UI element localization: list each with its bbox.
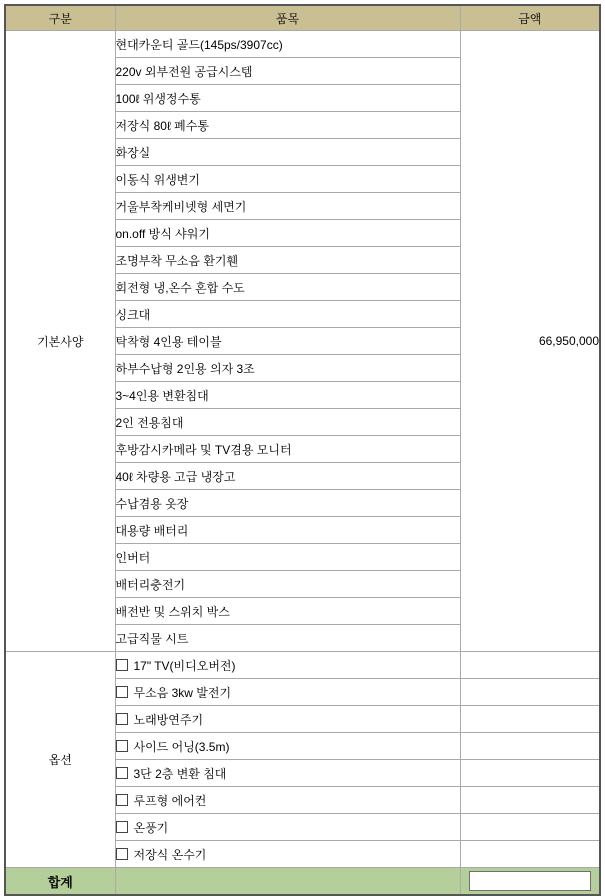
total-amount-input[interactable] <box>469 871 591 891</box>
table-header <box>5 5 600 31</box>
option-row <box>115 652 460 679</box>
section-label-option: 옵션 <box>5 652 115 868</box>
option-label: 루프형 에어컨 <box>133 793 207 808</box>
list-item: 100ℓ 위생정수통 <box>115 85 460 112</box>
option-label: 저장식 온수기 <box>133 847 207 862</box>
list-item: 고급직물 시트 <box>115 625 460 652</box>
total-amount-cell[interactable] <box>460 868 600 896</box>
checkbox-icon[interactable] <box>116 848 128 860</box>
checkbox-icon[interactable] <box>116 659 128 671</box>
header-gubun: 구분 <box>5 5 115 31</box>
table-row <box>5 652 600 679</box>
option-amount-cell[interactable] <box>460 841 600 868</box>
option-row <box>115 760 460 787</box>
specification-table <box>4 4 601 896</box>
list-item: 후방감시카메라 및 TV겸용 모니터 <box>115 436 460 463</box>
option-row <box>115 787 460 814</box>
section-label-basic: 기본사양 <box>5 31 115 652</box>
list-item: 배전반 및 스위치 박스 <box>115 598 460 625</box>
list-item: 40ℓ 차량용 고급 냉장고 <box>115 463 460 490</box>
option-amount-cell[interactable] <box>460 814 600 841</box>
header-amount: 금액 <box>460 5 600 31</box>
total-label: 합계 <box>5 868 115 896</box>
list-item: on.off 방식 샤워기 <box>115 220 460 247</box>
option-label: 온풍기 <box>133 820 169 835</box>
checkbox-icon[interactable] <box>116 686 128 698</box>
option-row <box>115 679 460 706</box>
option-amount-cell[interactable] <box>460 706 600 733</box>
list-item: 배터리충전기 <box>115 571 460 598</box>
table-body <box>5 31 600 896</box>
option-row <box>115 706 460 733</box>
list-item: 현대카운티 골드(145ps/3907cc) <box>115 31 460 58</box>
table-row <box>5 31 600 58</box>
option-amount-cell[interactable] <box>460 760 600 787</box>
list-item: 이동식 위생변기 <box>115 166 460 193</box>
option-label: 3단 2층 변환 침대 <box>133 766 227 781</box>
list-item: 싱크대 <box>115 301 460 328</box>
checkbox-icon[interactable] <box>116 713 128 725</box>
option-amount-cell[interactable] <box>460 652 600 679</box>
list-item: 저장식 80ℓ 폐수통 <box>115 112 460 139</box>
option-row <box>115 733 460 760</box>
option-amount-cell[interactable] <box>460 733 600 760</box>
option-label: 사이드 어닝(3.5m) <box>133 739 230 754</box>
checkbox-icon[interactable] <box>116 821 128 833</box>
list-item: 탁착형 4인용 테이블 <box>115 328 460 355</box>
checkbox-icon[interactable] <box>116 740 128 752</box>
list-item: 하부수납형 2인용 의자 3조 <box>115 355 460 382</box>
list-item: 조명부착 무소음 환기휀 <box>115 247 460 274</box>
list-item: 거울부착케비넷형 세면기 <box>115 193 460 220</box>
header-row <box>5 5 600 31</box>
checkbox-icon[interactable] <box>116 767 128 779</box>
option-row <box>115 814 460 841</box>
option-label: 17" TV(비디오버전) <box>133 658 236 673</box>
list-item: 대용량 배터리 <box>115 517 460 544</box>
list-item: 3~4인용 변환침대 <box>115 382 460 409</box>
option-label: 노래방연주기 <box>133 712 204 727</box>
list-item: 2인 전용침대 <box>115 409 460 436</box>
checkbox-icon[interactable] <box>116 794 128 806</box>
option-row <box>115 841 460 868</box>
total-item-cell <box>115 868 460 896</box>
list-item: 220v 외부전원 공급시스템 <box>115 58 460 85</box>
list-item: 수납겸용 옷장 <box>115 490 460 517</box>
list-item: 인버터 <box>115 544 460 571</box>
total-row <box>5 868 600 896</box>
list-item: 회전형 냉,온수 혼합 수도 <box>115 274 460 301</box>
list-item: 화장실 <box>115 139 460 166</box>
section-amount-basic: 66,950,000 <box>460 31 600 652</box>
option-label: 무소음 3kw 발전기 <box>133 685 232 700</box>
option-amount-cell[interactable] <box>460 679 600 706</box>
header-item: 품목 <box>115 5 460 31</box>
option-amount-cell[interactable] <box>460 787 600 814</box>
